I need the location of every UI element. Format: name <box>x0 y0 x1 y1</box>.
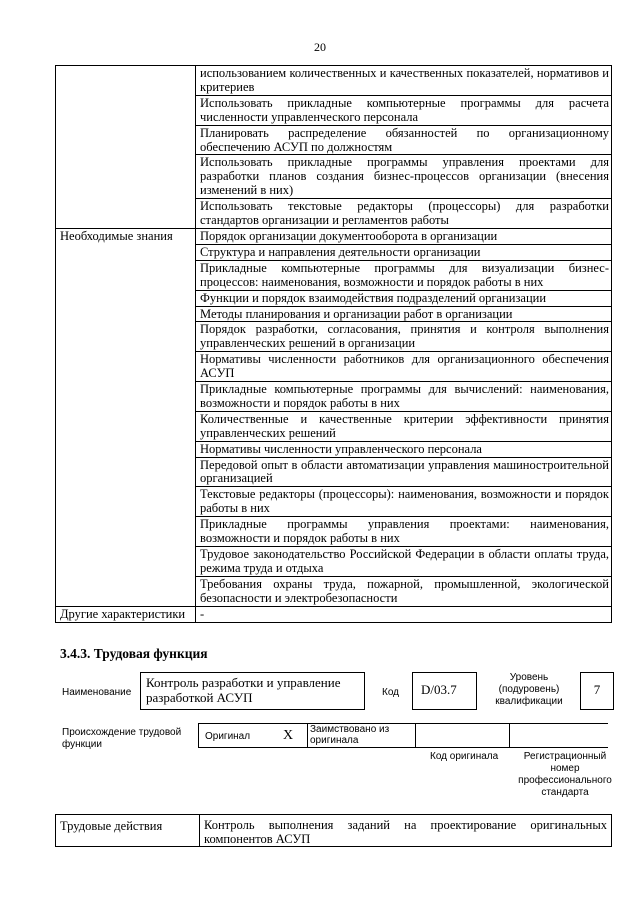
qualification-level-field: 7 <box>580 672 614 710</box>
table-cell: - <box>200 606 205 621</box>
reg-number-cell <box>510 723 610 748</box>
table-cell: Требования охраны труда, пожарной, промышленной, экологической безопасности и электробезопасности <box>196 576 611 606</box>
requirements-table <box>55 65 612 623</box>
function-name-field: Контроль разработки и управление разработкой АСУП <box>140 672 365 710</box>
table-cell: Структура и направления деятельности организации <box>196 244 611 260</box>
code-original-label: Код оригинала <box>430 751 499 762</box>
table-cell: Методы планирования и организации работ в организации <box>196 306 611 322</box>
labor-actions-label: Трудовые действия <box>56 815 200 846</box>
table-cell: Прикладные компьютерные программы для визуализации бизнес-процессов: наименования, возможности и порядок работы в них <box>196 260 611 290</box>
table-cell: Порядок разработки, согласования, принятия и контроля выполнения управленческих решений в организации <box>196 321 611 351</box>
table-cell: Прикладные компьютерные программы для вычислений: наименования, возможности и порядок работы в них <box>196 381 611 411</box>
table-group <box>55 66 612 228</box>
group-items <box>196 607 612 622</box>
group-label: Необходимые знания <box>55 229 196 606</box>
name-label: Наименование <box>62 687 132 698</box>
labor-actions-text: Контроль выполнения заданий на проектирование оригинальных компонентов АСУП <box>204 818 607 846</box>
group-items <box>196 229 612 606</box>
table-cell: Текстовые редакторы (процессоры): наименования, возможности и порядок работы в них <box>196 486 611 516</box>
table-cell: Трудовое законодательство Российской Федерации в области оплаты труда, режима труда и отдыха <box>196 546 611 576</box>
original-label: Оригинал <box>205 731 251 742</box>
section-heading: 3.4.3. Трудовая функция <box>60 646 208 661</box>
table-cell: Порядок организации документооборота в организации <box>200 228 498 243</box>
original-mark: X <box>283 728 294 743</box>
code-label: Код <box>382 687 400 698</box>
table-cell: Использовать прикладные компьютерные программы для расчета численности управленческого персонала <box>196 95 611 125</box>
table-cell: Передовой опыт в области автоматизации управления машиностроительной организацией <box>196 457 611 487</box>
table-cell: Использовать прикладные программы управления проектами для разработки планов создания бизнес-процессов организации (внесения изменений в них) <box>196 154 611 198</box>
labor-actions-table <box>55 814 612 847</box>
page-number: 20 <box>314 40 326 54</box>
table-cell: Количественные и качественные критерии эффективности принятия управленческих решений <box>196 411 611 441</box>
reg-number-label: Регистрационный номер профессионального стандарта <box>518 751 612 798</box>
table-cell: Использовать текстовые редакторы (процессоры) для разработки стандартов организации и регламентов работы <box>196 198 611 228</box>
table-cell: Нормативы численности работников для организационного обеспечения АСУП <box>196 351 611 381</box>
table-cell: Функции и порядок взаимодействия подразделений организации <box>196 290 611 306</box>
table-group <box>55 606 612 622</box>
group-label <box>55 66 196 228</box>
table-group <box>55 228 612 606</box>
function-code-field: D/03.7 <box>412 672 477 710</box>
group-label: Другие характеристики <box>55 607 196 622</box>
table-cell: Планировать распределение обязанностей по организационному обеспечению АСУП по должностям <box>196 125 611 155</box>
table-cell: использованием количественных и качественных показателей, нормативов и критериев <box>200 66 609 94</box>
code-original-cell <box>415 723 510 748</box>
borrowed-label: Заимствовано из оригинала <box>310 724 390 746</box>
table-cell: Прикладные программы управления проектами: наименования, возможности и порядок работы в них <box>196 516 611 546</box>
origin-label: Происхождение трудовой функции <box>62 727 182 750</box>
group-items <box>196 66 612 228</box>
table-cell: Нормативы численности управленческого персонала <box>196 441 611 457</box>
level-label: Уровень (подуровень) квалификации <box>495 672 563 707</box>
